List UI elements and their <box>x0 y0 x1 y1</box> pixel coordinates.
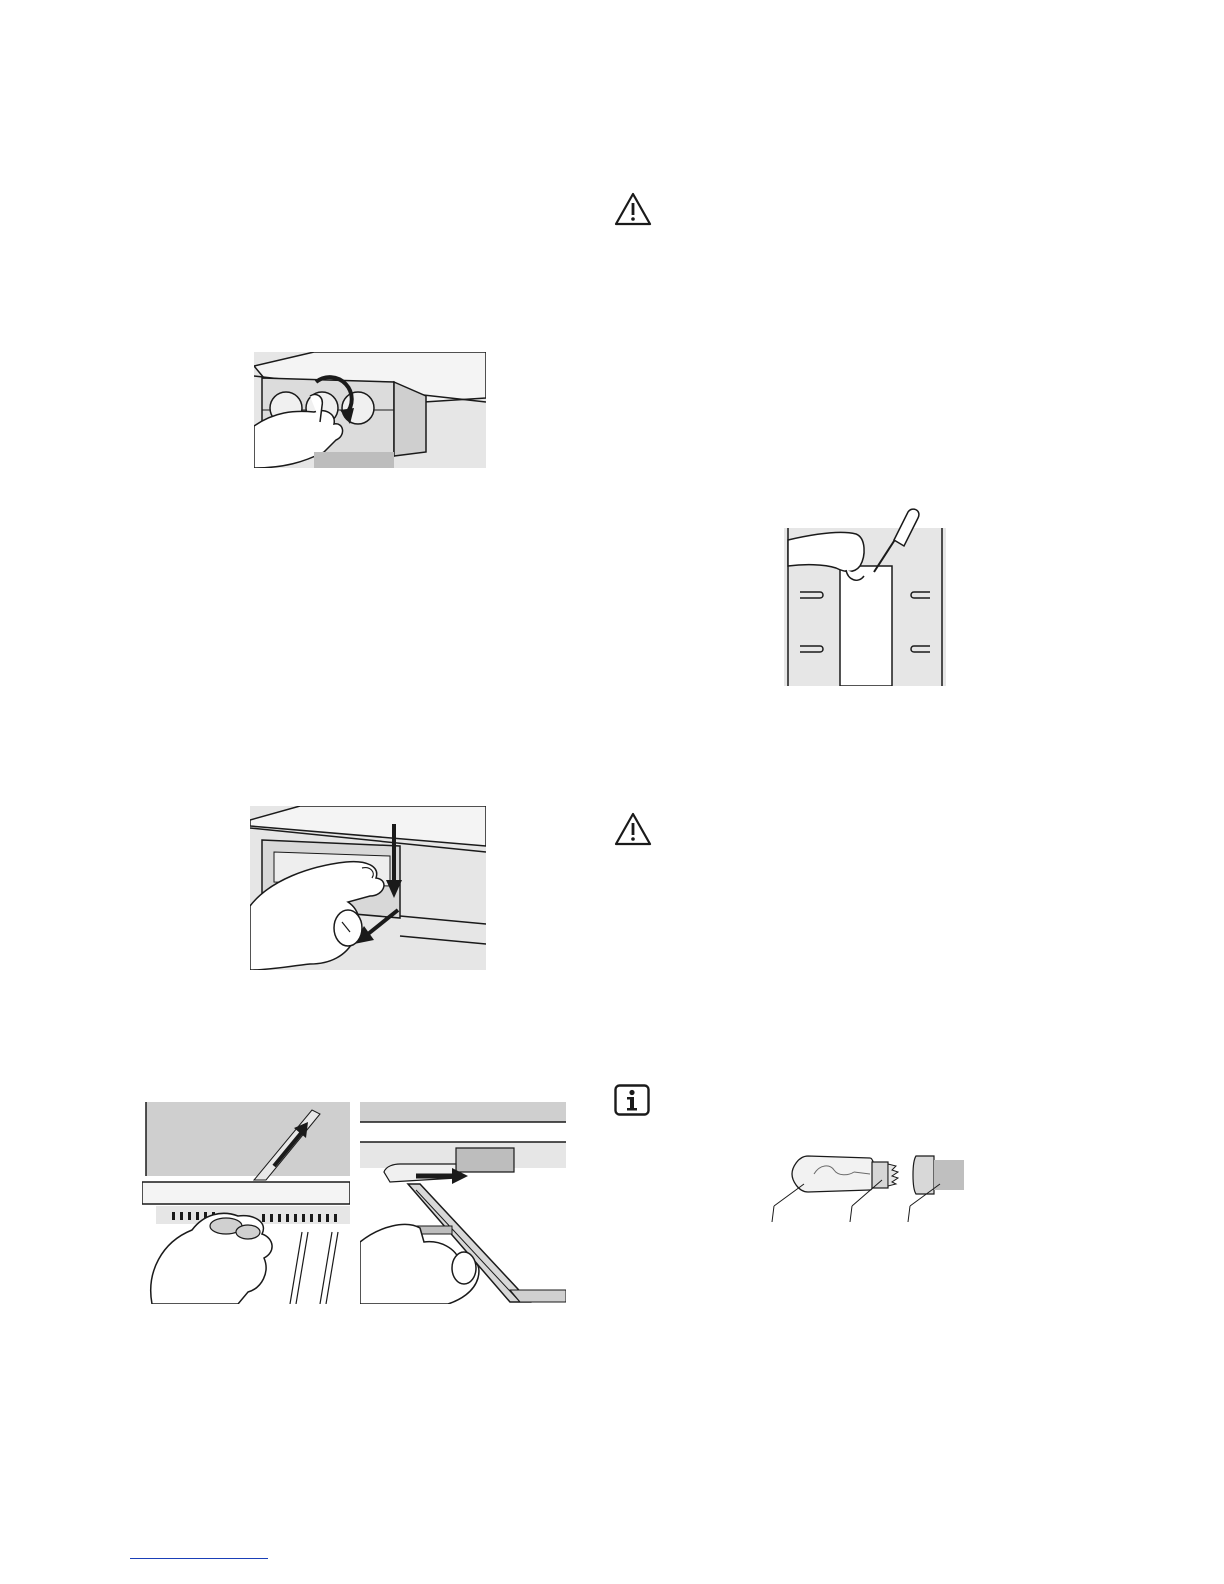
figure-bulb-parts <box>764 1150 964 1224</box>
warning-triangle-icon <box>614 192 652 226</box>
figure-shelf-slide <box>142 1102 350 1304</box>
figure-clip-slide <box>360 1102 566 1304</box>
figure-lamp-cover <box>784 508 946 686</box>
figure-drawer-remove <box>250 806 486 970</box>
warning-triangle-icon <box>614 812 652 846</box>
figure-knob-rotate <box>254 352 486 468</box>
footer-rule <box>130 1558 268 1559</box>
info-box-icon <box>614 1084 650 1116</box>
